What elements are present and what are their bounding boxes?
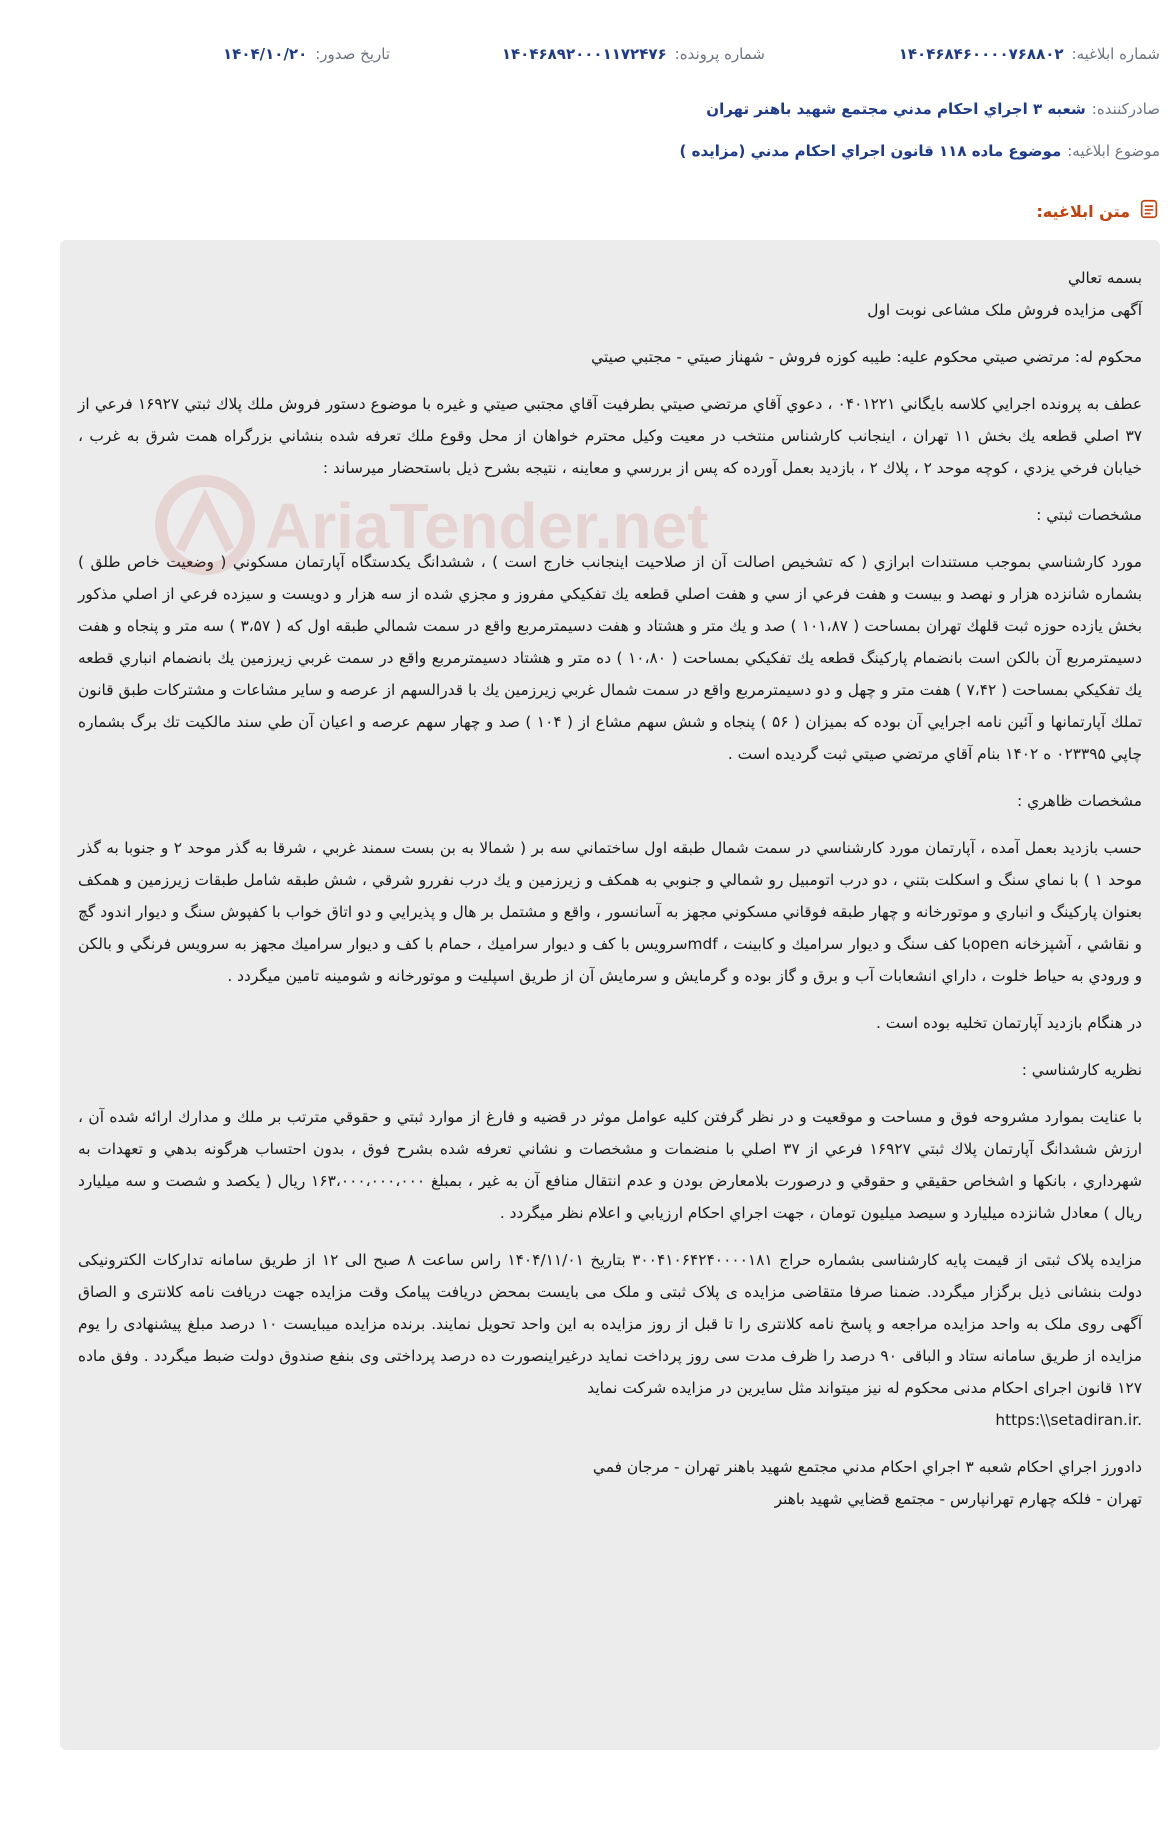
notice-number-value: ۱۴۰۴۶۸۴۶۰۰۰۰۷۶۸۸۰۲ [898,45,1064,63]
section-heading [1036,198,1160,224]
notice-paragraph: حسب بازديد بعمل آمده ، آپارتمان مورد كارشناسي در سمت شمال طبقه اول ساختماني سه بر ( شمالا به بن بست سمند غربي ، شرقا به گذر موحد ۲ و جنوبا به گذر موحد ۱ ) با نماي سنگ و اسكلت بتني ، دو درب اتومبيل رو شمالي و جنوبي به همكف و زيرزمين و يك درب نفررو شرقي ، شش طبقه شامل طبقات زيرزمين و همكف بعنوان پاركينگ و انباري و موتورخانه و چهار طبقه فوقاني مسكوني مجهز به آسانسور ، واقع و مشتمل بر هال و پذيرايي و دو اتاق خواب با كفپوش سنگ و ديوار اندود گچ و نقاشي ، آشپزخانه openبا كف سنگ و ديوار سراميك و كابينت ، mdfسرويس با كف و ديوار سراميك ، حمام با كف و ديوار سراميك مجهز به سرويس فرنگي و بالكن و ورودي به حياط خلوت ، داراي انشعابات آب و برق و گاز بوده و گرمايش و سرمايش آن از طريق اسپليت و موتورخانه و شومينه تامين ميگردد . [78,839,1142,985]
subject [680,142,1160,160]
notice-paragraph: در هنگام بازديد آپارتمان تخليه بوده است . [875,1014,1142,1032]
subject-label: موضوع ابلاغيه: [1067,142,1160,160]
case-number [502,45,765,63]
notice-paragraph: مزايده پلاک ثبتی از قيمت پايه کارشناسی بشماره حراج ۳۰۰۴۱۰۶۴۲۴۰۰۰۰۱۸۱ بتاريخ ۱۴۰۴/۱۱/۰۱ راس ساعت ۸ صبح الی ۱۲ از طريق سامانه تدارکات الکترونيکی دولت بنشانی ذيل برگزار ميگردد. ضمنا صرفا متقاضی مزايده ی پلاک ثبتی و ملک می بايست بمحض دريافت پيامک وقت مزايده جهت دريافت نامه کلانتری و الصاق آگهی روی ملک به واحد مزايده مراجعه و پاسخ نامه کلانتری را تا قبل از روز مزايده به اين واحد تحويل نمايند. برنده مزايده ميبايست ۱۰ درصد مبلغ پيشنهادی را يوم مزايده از طريق سامانه ستاد و الباقی ۹۰ درصد را ظرف مدت سی روز پرداخت نمايد درغيراينصورت ده درصد پرداختی وی بنفع صندوق دولت ضبط ميگردد . وفق ماده ۱۲۷ قانون اجرای احکام مدنی محکوم له نيز ميتواند مثل سايرين در مزايده شرکت نمايد [78,1251,1143,1397]
issuer-value: شعبه ۳ اجراي احکام مدني مجتمع شهيد باهنر تهران [706,100,1086,118]
notice-number [899,45,1160,63]
subject-value: موضوع ماده ۱۱۸ قانون اجراي احکام مدني (مزايده ) [679,142,1062,160]
issue-date-label: تاريخ صدور: [315,45,390,63]
notice-paragraph: محکوم له: مرتضي صيتي محکوم عليه: طيبه کوزه فروش - شهناز صيتي - مجتبي صيتي [591,348,1142,366]
section-title: متن ابلاغيه: [1036,201,1130,221]
notice-body [60,240,1160,1750]
case-number-label: شماره پرونده: [674,45,765,63]
signature-line: دادورز اجراي احكام شعبه ۳ اجراي احکام مدني مجتمع شهيد باهنر تهران - مرجان فمي [592,1458,1142,1476]
notice-paragraph: آگهی مزايده فروش ملک مشاعی نوبت اول [867,301,1142,319]
notice-paragraph: مشخصات ثبتي : [1036,506,1142,524]
notice-paragraph: مورد كارشناسي بموجب مستندات ابرازي ( كه تشخيص اصالت آن از صلاحيت اينجانب خارج است ) ، ششدانگ يكدستگاه آپارتمان مسكوني ( وضعيت خاص طلق ) بشماره شانزده هزار و نهصد و بيست و هفت فرعي از سي و هفت اصلي قطعه يك تفكيكي مفروز و مجزي شده از سه هزار و دويست و سيزده فرعي از اصلي مذكور بخش يازده حوزه ثبت قلهك تهران بمساحت ( ۱۰۱،۸۷ ) صد و يك متر و هشتاد و هفت دسيمترمربع واقع در سمت شمالي طبقه اول كه ( ۳،۵۷ ) سه متر و پنجاه و هفت دسيمترمربع آن بالكن است بانضمام پاركينگ قطعه يك تفكيكي بمساحت ( ۱۰،۸۰ ) ده متر و هشتاد دسيمترمربع واقع در سمت غربي زيرزمين يك بانضمام انباري قطعه يك تفكيكي بمساحت ( ۷،۴۲ ) هفت متر و چهل و دو دسيمترمربع واقع در سمت شمال غربي زيرزمين يك با قدرالسهم از عرصه و ساير مشاعات و مشتركات طبق قانون تملك آپارتمانها و آئين نامه اجرايي آن بوده كه بميزان ( ۵۶ ) پنجاه و شش سهم مشاع از ( ۱۰۴ ) صد و چهار سهم عرصه و اعيان آن طي سند مالكيت تك برگ بشماره چاپي ۰۲۳۳۹۵ ه ۱۴۰۲ بنام آقاي مرتضي صيتي ثبت گرديده است . [78,553,1142,763]
issuer-label: صادرکننده: [1091,100,1160,118]
document-text-icon [1138,198,1160,224]
notice-paragraph: با عنايت بموارد مشروحه فوق و مساحت و موقعيت و در نظر گرفتن كليه عوامل موثر در قضيه و فارغ از موارد ثبتي و حقوقي مترتب بر ملك و مدارك ارائه شده آن ، ارزش ششدانگ آپارتمان پلاك ثبتي ۱۶۹۲۷ فرعي از ۳۷ اصلي با منضمات و مشخصات و نشاني تعرفه شده بشرح فوق ، بدون احتساب هرگونه بدهي و تعهدات به شهرداري ، بانكها و اشخاص حقيقي و حقوقي و درصورت بلامعارض بودن و عدم انتقال منافع آن به غير ، بمبلغ ۱۶۳،۰۰۰،۰۰۰،۰۰۰ ريال ( يكصد و شصت و سه ميليارد ريال ) معادل شانزده ميليارد و سيصد ميليون تومان ، جهت اجراي احكام ارزيابي و اعلام نظر ميگردد . [78,1108,1143,1222]
auction-url: https:\\setadiran.ir. [995,1411,1142,1429]
address-line: تهران - فلكه چهارم تهرانپارس - مجتمع قضايي شهيد باهنر [774,1490,1142,1508]
case-number-value: ۱۴۰۴۶۸۹۲۰۰۰۱۱۷۲۴۷۶ [501,45,667,63]
auction-url-line [78,1404,1142,1436]
notice-paragraph: مشخصات ظاهري : [1017,792,1142,810]
notice-paragraph: نظريه كارشناسي : [1021,1061,1142,1079]
issuer [706,100,1160,118]
notice-paragraph: عطف به پرونده اجرايي کلاسه بايگاني ۰۴۰۱۲۲۱ ، دعوي آقاي مرتضي صيتي بطرفيت آقاي مجتبي صيتي و غيره با موضوع دستور فروش ملك پلاك ثبتي ۱۶۹۲۷ فرعي از ۳۷ اصلي قطعه يك بخش ۱۱ تهران ، اينجانب كارشناس منتخب در معيت وكيل محترم خواهان از محل وقوع ملك تعرفه شده بنشاني بزرگراه همت شرق به غرب ، خيابان فرخي يزدي ، كوچه موحد ۲ ، پلاك ۲ ، بازديد بعمل آورده كه پس از بررسي و معاينه ، نتيجه بشرح ذيل باستحضار ميرساند : [78,395,1143,477]
issue-date [223,45,390,63]
notice-number-label: شماره ابلاغيه: [1071,45,1160,63]
notice-paragraph: بسمه تعالي [1068,269,1142,287]
issue-date-value: ۱۴۰۴/۱۰/۲۰ [223,45,308,63]
